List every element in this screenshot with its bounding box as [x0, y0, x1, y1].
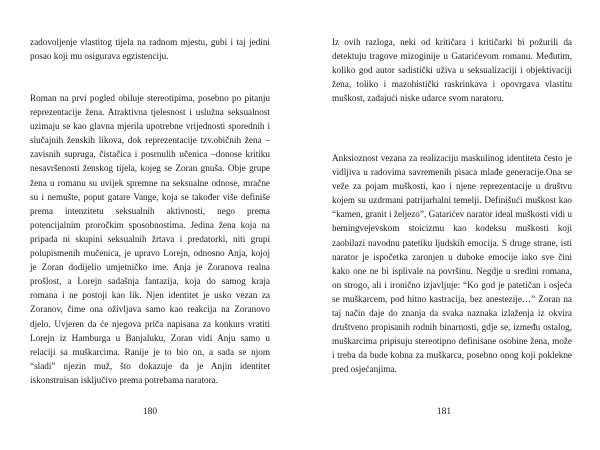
left-paragraph-1: zadovoljenje vlastitog tijela na radnom mjestu, gubi i taj jedini posao koji mu osigurava egzistenciju. [30, 37, 270, 62]
right-page [300, 0, 600, 450]
right-paragraph-2: Anksioznost vezana za realizaciju maskulinog identiteta često je vidljiva u radovima savremenih pisaca mlađe generacije.Ona se veže za pojam muškosti, kao i njene reprezentacije u društvu kojem su uzdrmani patrijarhalni temelji. Definišući muškost kao “kamen, granit i željezo”, Gatarićev narator ideal muškosti vidi u hemingvejevskom stoicizmu kao kodeksu muškosti koji zaobilazi navodnu patetiku ljudskih emocija. S druge strane, isti narator je ispočetka zaronjen u duboke emocije iako sve čini kako one ne bi isplivale na površinu. Negdje u sredini romana, on strogo, ali i ironično izjavljuje: “Ko god je patetičan i osjeća se muškarcem, pod hitno kastracija, bez anestezije…” Zoran na taj način daje do znanja da svaka naznaka izlaženja iz okvira društveno propisanih rodnih binarnosti, gdje se, između ostalog, muškarcima pripisuju stereotipno definisane osobine žena, može i treba da bude kobna za muškarca, posebno onog koji poklekne pred osjećanjima. [332, 153, 572, 375]
left-paragraph-2: Roman na prvi pogled obiluje stereotipima, posebno po pitanju reprezentacije žena. Atraktivna tjelesnost i uslužna seksualnost uzimaju se kao glavna mjerila upotrebne vrijednosti sporednih i slučajnih ženskih likova, dok reprezentacije tzv.običnih žena –zavisnih supruga, čistačica i posrnulih učenica –donose kritiku nesavršenosti ženskog tijela, kojeg se Zoran gnuša. Obje grupe žena u romanu su uvijek spremne na seksualne odnose, mračne su i nemušte, poput gatare Vange, koja se također više definiše prema intenzitetu seksualnih aktivnosti, nego prema potencijalnim proročkim sposobnostima. Jedina žena koja na pripada ni skupini seksualnih žrtava i predatorki, niti grupi polupismenih mučenica, je upravo Lorejn, odnosno Anja, kojoj je Zoran dodijelio umjetničko ime. Anja je Zoranova realna prošlost, a Lorejn sadašnja fantazija, koja do samog kraja romana i ne postoji kao lik. Njen identitet je usko vezan za Zoranov, čime ona oživljava samo kao reakcija na Zoranovo djelo. Uvjeren da će njegova priča napisana za konkurs vratiti Lorejn iz Hamburga u Banjaluku, Zoran vidi Anju samo u relaciji sa muškarcima. Ranije je to bio on, a sada se njom “sladi” njezin muž, što dokazuje da je Anjin identitet iskonstruisan isključivo prema potrebama naratora. [30, 93, 270, 385]
right-paragraph-1: Iz ovih razloga, neki od kritičara i kritičarki bi požurili da detektuju tragove mizoginije u Gatarićevom romanu. Međutim, koliko god autor sadistički uživa u seksualizaciji i objektivaciji žena, toliko i mazohistički raskrinkava i opovrgava vlastitu muškost, zadajući niske udarce svom naratoru. [332, 37, 572, 104]
right-page-number: 181 [436, 407, 452, 417]
left-page-number: 180 [142, 407, 158, 417]
